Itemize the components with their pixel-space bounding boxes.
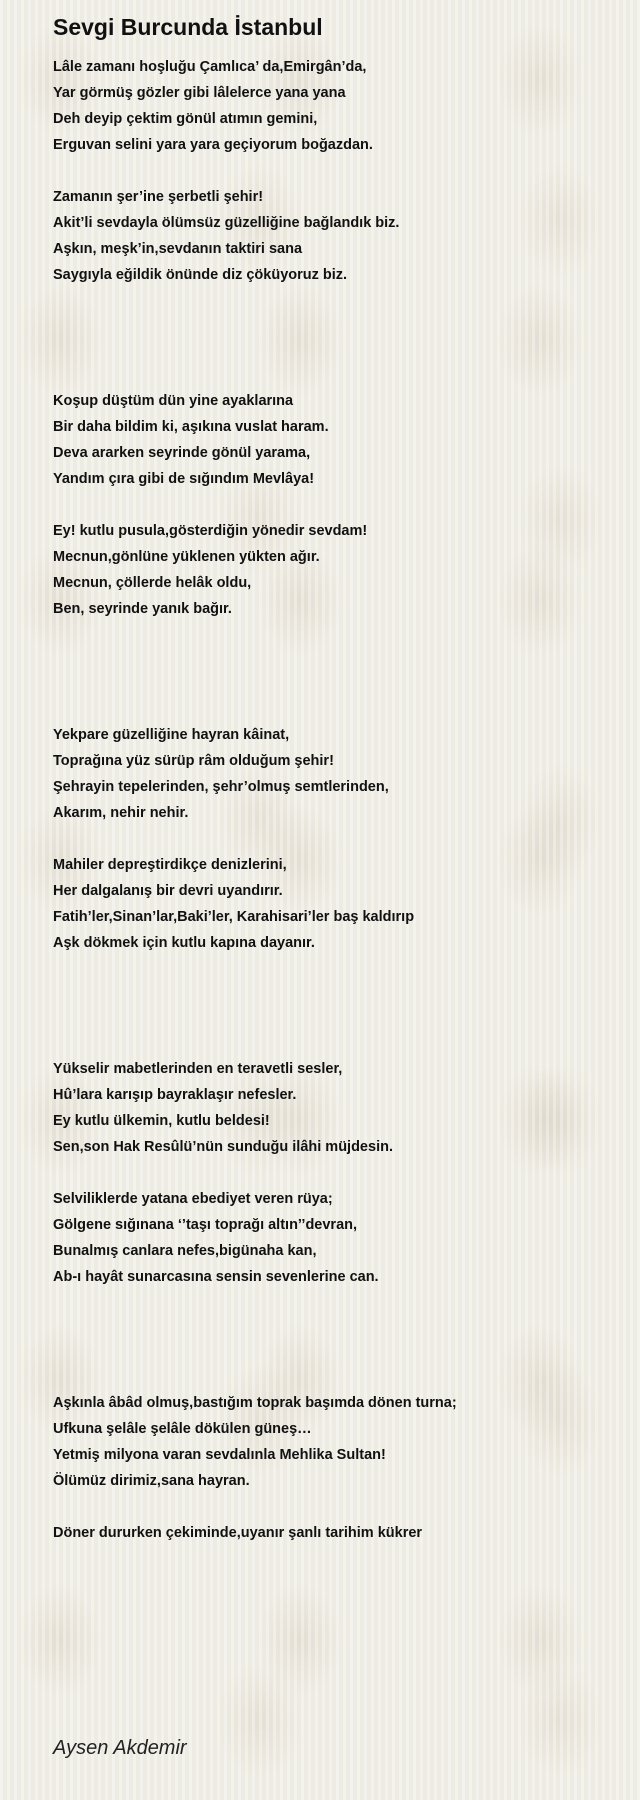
- stanza: [53, 518, 623, 622]
- poem-line: Gölgene sığınana ‘’taşı toprağı altın’’devran,: [53, 1217, 358, 1233]
- poem-line: Mecnun, çöllerde helâk oldu,: [53, 575, 252, 591]
- poem-line: Fatih’ler,Sinan’lar,Baki’ler, Karahisari’ler baş kaldırıp: [53, 909, 415, 925]
- poem-line: Ab-ı hayât sunarcasına sensin sevenlerine can.: [53, 1269, 379, 1285]
- stanza: [53, 1056, 623, 1160]
- stanza-gap: [53, 826, 623, 852]
- section-gap: [53, 288, 623, 388]
- poem-line: Yar görmüş gözler gibi lâlelerce yana yana: [53, 85, 346, 101]
- poem-line: Yetmiş milyona varan sevdalınla Mehlika Sultan!: [53, 1447, 386, 1463]
- stanza: [53, 852, 623, 956]
- poem-line: Akit’li sevdayla ölümsüz güzelliğine bağlandık biz.: [53, 215, 400, 231]
- poem-line: Zamanın şer’ine şerbetli şehir!: [53, 189, 264, 205]
- poem-line: Koşup düştüm dün yine ayaklarına: [53, 393, 294, 409]
- poem-line: Bir daha bildim ki, aşıkına vuslat haram.: [53, 419, 329, 435]
- poem-line: Hû’lara karışıp bayraklaşır nefesler.: [53, 1087, 297, 1103]
- poem-container: [53, 12, 623, 1546]
- poem-body: [53, 54, 623, 1546]
- poem-line: Ey! kutlu pusula,gösterdiğin yönedir sevdam!: [53, 523, 368, 539]
- poem-line: Aşk dökmek için kutlu kapına dayanır.: [53, 935, 315, 951]
- poem-line: Sen,son Hak Resûlü’nün sunduğu ilâhi müjdesin.: [53, 1139, 393, 1155]
- stanza: [53, 1520, 623, 1546]
- stanza-gap: [53, 1160, 623, 1186]
- poem-line: Deh deyip çektim gönül atımın gemini,: [53, 111, 318, 127]
- section-gap: [53, 956, 623, 1056]
- poem-line: Her dalgalanış bir devri uyandırır.: [53, 883, 283, 899]
- poem-line: Deva ararken seyrinde gönül yarama,: [53, 445, 311, 461]
- stanza: [53, 1390, 623, 1494]
- poem-line: Selviliklerde yatana ebediyet veren rüya;: [53, 1191, 333, 1207]
- section-gap: [53, 622, 623, 722]
- poem-line: Yekpare güzelliğine hayran kâinat,: [53, 727, 290, 743]
- poem-line: Lâle zamanı hoşluğu Çamlıca’ da,Emirgân’da,: [53, 59, 367, 75]
- poem-line: Aşkınla âbâd olmuş,bastığım toprak başımda dönen turna;: [53, 1395, 457, 1411]
- stanza: [53, 184, 623, 288]
- stanza-gap: [53, 492, 623, 518]
- stanza: [53, 54, 623, 158]
- poem-line: Akarım, nehir nehir.: [53, 805, 189, 821]
- stanza: [53, 722, 623, 826]
- poem-line: Ey kutlu ülkemin, kutlu beldesi!: [53, 1113, 270, 1129]
- poem-line: Saygıyla eğildik önünde diz çöküyoruz biz.: [53, 267, 348, 283]
- stanza-gap: [53, 158, 623, 184]
- poem-line: Mecnun,gönlüne yüklenen yükten ağır.: [53, 549, 320, 565]
- poem-line: Ölümüz dirimiz,sana hayran.: [53, 1473, 250, 1489]
- poem-line: Mahiler depreştirdikçe denizlerini,: [53, 857, 287, 873]
- poem-line: Döner dururken çekiminde,uyanır şanlı tarihim kükrer: [53, 1525, 423, 1541]
- stanza: [53, 1186, 623, 1290]
- poem-line: Aşkın, meşk’in,sevdanın taktiri sana: [53, 241, 303, 257]
- poem-line: Erguvan selini yara yara geçiyorum boğazdan.: [53, 137, 373, 153]
- section-gap: [53, 1290, 623, 1390]
- poem-line: Ben, seyrinde yanık bağır.: [53, 601, 232, 617]
- stanza: [53, 388, 623, 492]
- poem-line: Toprağına yüz sürüp râm olduğum şehir!: [53, 753, 334, 769]
- poem-line: Bunalmış canlara nefes,bigünaha kan,: [53, 1243, 317, 1259]
- poem-line: Yükselir mabetlerinden en teravetli sesler,: [53, 1061, 343, 1077]
- poem-line: Yandım çıra gibi de sığındım Mevlâya!: [53, 471, 315, 487]
- stanza-gap: [53, 1494, 623, 1520]
- author-name: Aysen Akdemir: [53, 1737, 187, 1759]
- poem-line: Ufkuna şelâle şelâle dökülen güneş…: [53, 1421, 312, 1437]
- poem-title: Sevgi Burcunda İstanbul: [53, 14, 323, 40]
- poem-line: Şehrayin tepelerinden, şehr’olmuş semtlerinden,: [53, 779, 389, 795]
